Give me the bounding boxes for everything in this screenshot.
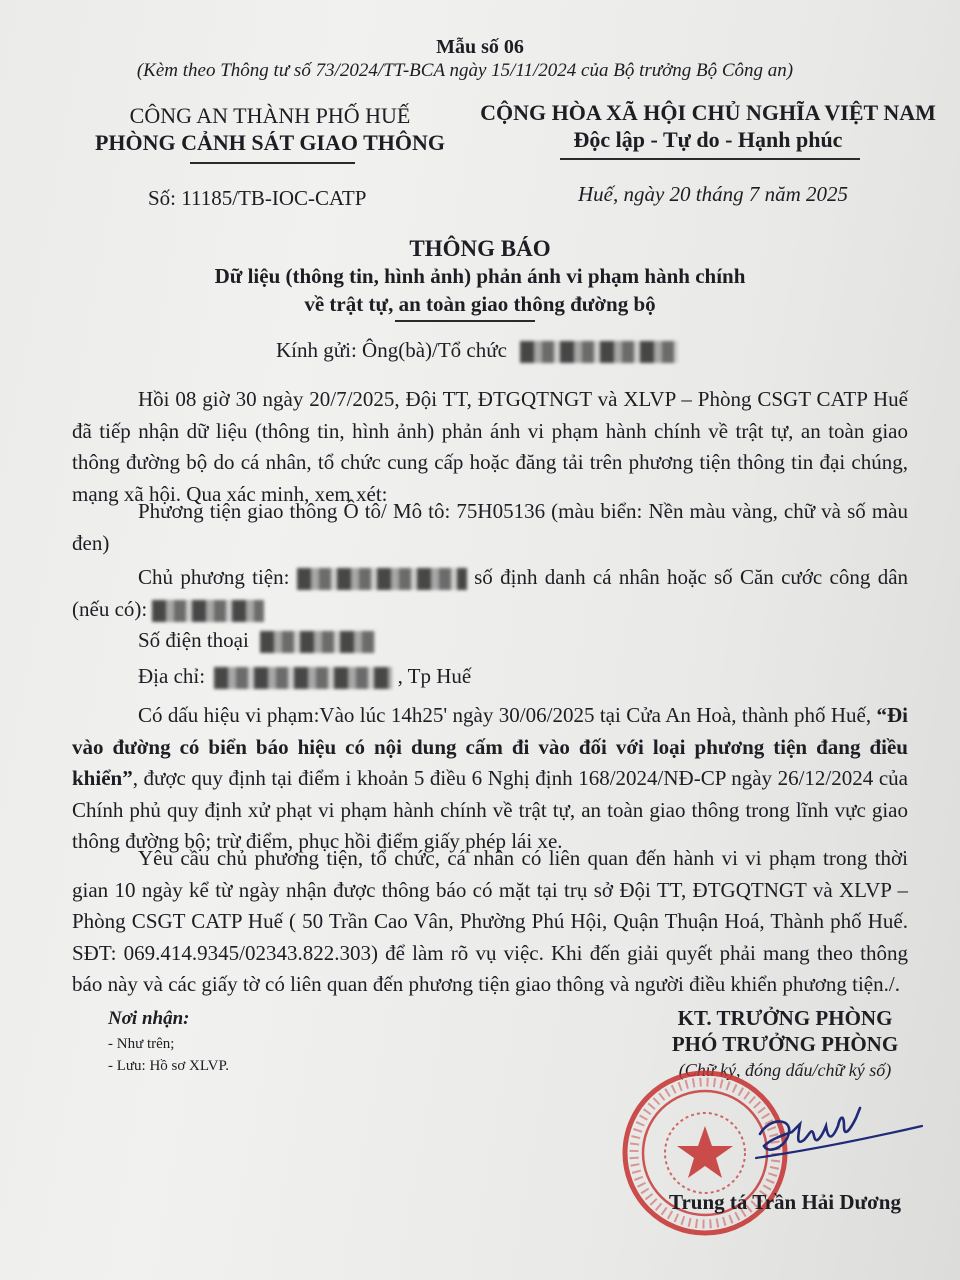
intro-paragraph bbox=[72, 384, 908, 510]
form-reference: (Kèm theo Thông tư số 73/2024/TT-BCA ngày 15/11/2024 của Bộ trưởng Bộ Công an) bbox=[136, 60, 794, 81]
form-number: Mẫu số 06 bbox=[436, 36, 524, 58]
phone-line bbox=[138, 628, 375, 653]
redacted-recipient bbox=[520, 341, 678, 363]
owner-id-label: số định danh cá nhân hoặc số Căn cước công dân (nếu có): bbox=[72, 565, 909, 621]
owner-label: Chủ phương tiện: bbox=[138, 565, 290, 589]
redacted-owner-name bbox=[297, 568, 467, 590]
owner-paragraph bbox=[72, 562, 908, 625]
document-subtitle-line2: về trật tự, an toàn giao thông đường bộ bbox=[304, 292, 656, 316]
signer-name: Trung tá Trần Hải Dương bbox=[669, 1190, 901, 1214]
redacted-owner-id bbox=[152, 600, 264, 622]
right-header-underline bbox=[560, 158, 860, 160]
document-title: THÔNG BÁO bbox=[409, 236, 551, 261]
address-label: Địa chỉ: bbox=[138, 664, 206, 688]
document-date: Huế, ngày 20 tháng 7 năm 2025 bbox=[578, 182, 849, 206]
left-header-underline bbox=[190, 162, 355, 164]
requirement-text: Yêu cầu chủ phương tiện, tổ chức, cá nhân có liên quan đến hành vi vi phạm trong thời gian 10 ngày kể từ ngày nhận được thông báo có mặt tại trụ sở Đội TT, ĐTGQTNGT và XLVP – Phòng CSGT CATP Huế ( 50 Trần Cao Vân, Phường Phú Hội, Quận Thuận Hoá, Thành phố Huế. SĐT: 069.414.9345/02343.822.303) để làm rõ vụ việc. Khi đến giải quyết phải mang theo thông báo này và các giấy tờ có liên quan đến phương tiện giao thông và người điều khiển phương tiện./. bbox=[72, 846, 908, 996]
requirement-paragraph bbox=[72, 843, 908, 1001]
signature-note: (Chữ ký, đóng dấu/chữ ký số) bbox=[678, 1060, 892, 1080]
address-line bbox=[138, 664, 471, 689]
recipient-line bbox=[276, 338, 678, 363]
signer-role-1: KT. TRƯỞNG PHÒNG bbox=[677, 1006, 893, 1030]
recipients-heading: Nơi nhận: bbox=[108, 1008, 190, 1029]
intro-text: Hồi 08 giờ 30 ngày 20/7/2025, Đội TT, ĐTGQTNGT và XLVP – Phòng CSGT CATP Huế đã tiếp nhận dữ liệu (thông tin, hình ảnh) phản ánh vi phạm hành chính về trật tự, an toàn giao thông đường bộ do cá nhân, tổ chức cung cấp hoặc đăng tải trên phương tiện thông tin đại chúng, mạng xã hội. Qua xác minh, xem xét: bbox=[72, 387, 908, 506]
redacted-address bbox=[214, 667, 392, 689]
vehicle-paragraph bbox=[72, 496, 908, 559]
violation-legal-basis: , được quy định tại điểm i khoản 5 điều 6 Nghị định 168/2024/NĐ-CP ngày 26/12/2024 của Chính phủ quy định xử phạt vi phạm hành chính về trật tự, an toàn giao thông trong lĩnh vực giao thông đường bộ; trừ điểm, phục hồi điểm giấy phép lái xe. bbox=[72, 766, 908, 853]
violation-intro: Có dấu hiệu vi phạm:Vào lúc 14h25' ngày 30/06/2025 tại Cửa An Hoà, thành phố Huế, bbox=[138, 703, 877, 727]
handwritten-signature bbox=[740, 1096, 930, 1176]
recipient-item-2: - Lưu: Hồ sơ XLVP. bbox=[108, 1058, 229, 1074]
address-city: , Tp Huế bbox=[397, 664, 472, 688]
redacted-phone bbox=[260, 631, 375, 653]
vehicle-text: Phương tiện giao thông Ô tô/ Mô tô: 75H05136 (màu biển: Nền màu vàng, chữ và số màu đen) bbox=[72, 499, 908, 555]
issuing-department: PHÒNG CẢNH SÁT GIAO THÔNG bbox=[94, 130, 445, 155]
document-number: Số: 11185/TB-IOC-CATP bbox=[148, 186, 367, 210]
recipient-label: Kính gửi: Ông(bà)/Tổ chức bbox=[276, 338, 507, 362]
national-title: CỘNG HÒA XÃ HỘI CHỦ NGHĨA VIỆT NAM bbox=[480, 100, 936, 125]
signer-role-2: PHÓ TRƯỞNG PHÒNG bbox=[671, 1032, 899, 1056]
national-motto: Độc lập - Tự do - Hạnh phúc bbox=[573, 127, 843, 152]
violation-paragraph bbox=[72, 700, 908, 858]
recipient-item-1: - Như trên; bbox=[108, 1036, 175, 1052]
phone-label: Số điện thoại bbox=[138, 628, 249, 652]
title-underline bbox=[395, 320, 535, 322]
document-subtitle-line1: Dữ liệu (thông tin, hình ảnh) phản ánh vi phạm hành chính bbox=[214, 264, 746, 288]
violation-description: “Đi vào đường có biển báo hiệu có nội dung cấm đi vào đối với loại phương tiện đang điều khiển” bbox=[72, 703, 908, 790]
issuing-authority: CÔNG AN THÀNH PHỐ HUẾ bbox=[129, 103, 411, 128]
